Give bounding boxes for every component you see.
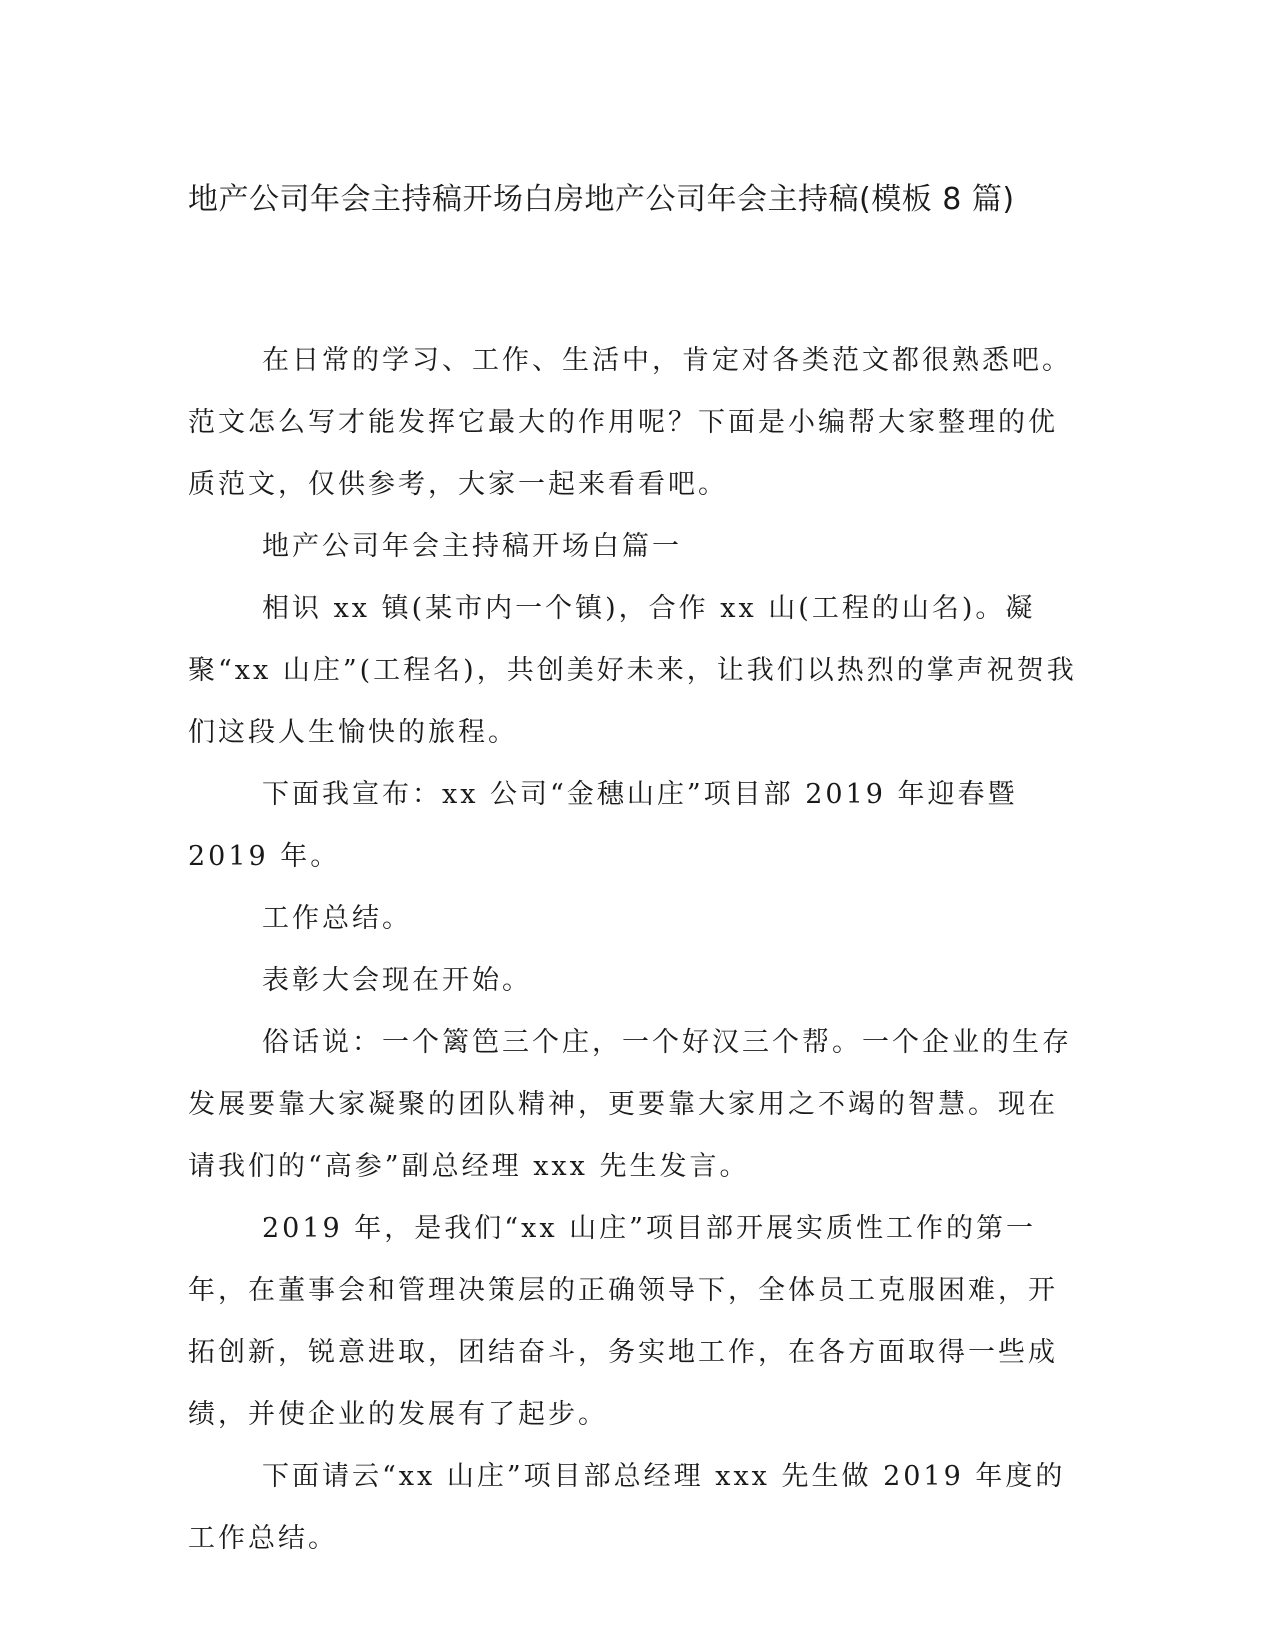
document-body [188, 330, 1083, 1570]
paragraph: 相识 xx 镇(某市内一个镇)，合作 xx 山(工程的山名)。凝聚“xx 山庄”(工程名)，共创美好未来，让我们以热烈的掌声祝贺我们这段人生愉快的旅程。 [188, 593, 1077, 748]
paragraph: 表彰大会现在开始。 [262, 965, 532, 996]
paragraph: 2019 年，是我们“xx 山庄”项目部开展实质性工作的第一年，在董事会和管理决策层的正确领导下，全体员工克服困难，开拓创新，锐意进取，团结奋斗，务实地工作，在各方面取得一些成绩，并使企业的发展有了起步。 [188, 1213, 1058, 1430]
section-heading: 地产公司年会主持稿开场白篇一 [262, 531, 682, 562]
paragraph: 下面请云“xx 山庄”项目部总经理 xxx 先生做 2019 年度的工作总结。 [188, 1461, 1066, 1554]
paragraph: 俗话说：一个篱笆三个庄，一个好汉三个帮。一个企业的生存发展要靠大家凝聚的团队精神，更要靠大家用之不竭的智慧。现在请我们的“高参”副总经理 xxx 先生发言。 [188, 1027, 1072, 1182]
document-title: 地产公司年会主持稿开场白房地产公司年会主持稿(模板 8 篇) [188, 182, 1015, 217]
paragraph: 工作总结。 [262, 903, 412, 934]
paragraph: 下面我宣布：xx 公司“金穗山庄”项目部 2019 年迎春暨 2019 年。 [188, 779, 1018, 872]
paragraph-intro: 在日常的学习、工作、生活中，肯定对各类范文都很熟悉吧。范文怎么写才能发挥它最大的作用呢？下面是小编帮大家整理的优质范文，仅供参考，大家一起来看看吧。 [188, 345, 1072, 500]
